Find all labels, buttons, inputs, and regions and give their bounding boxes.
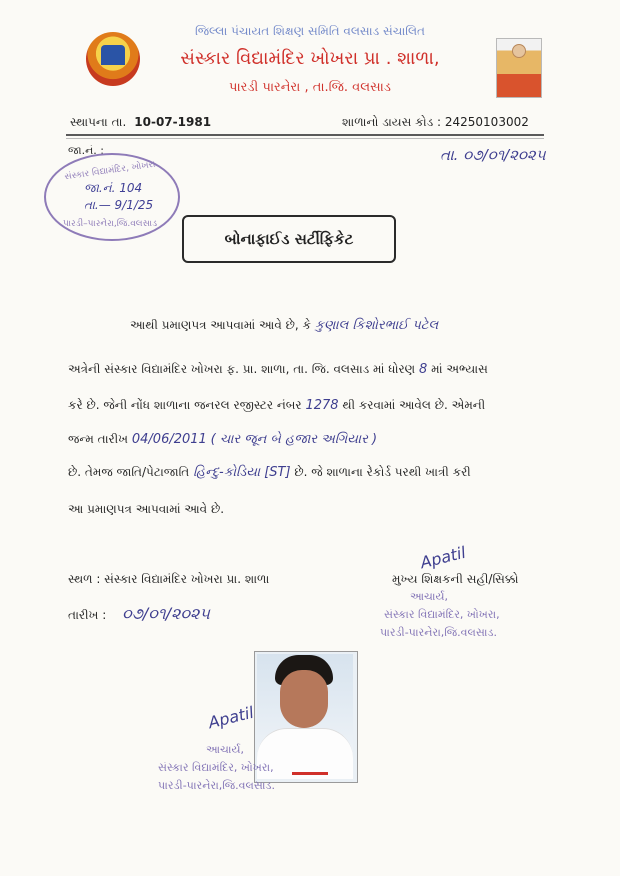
office-stamp-line-2: સંસ્કાર વિદ્યામંદિર, ખોખરા, (384, 608, 500, 621)
p2-prefix: અત્રેની સંસ્કાર વિદ્યામંદિર ખોખરા ફ. પ્રા. શાળા, તા. જિ. વલસાડ માં ધોરણ (68, 362, 416, 376)
paragraph-line-2 (68, 362, 488, 377)
place-line: સ્થળ : સંસ્કાર વિદ્યામંદિર ખોખરા પ્રા. શાળા (68, 572, 270, 586)
standard-value: 8 (418, 362, 428, 377)
office-stamp-line-3: પારડી-પારનેરા,જિ.વલસાડ. (380, 626, 497, 639)
p5-suffix: છે. જે શાળાના રેકોર્ડ પરથી ખાત્રી કરી (294, 465, 471, 479)
paragraph-line-1 (130, 318, 438, 333)
certificate-title: બોનાફાઈડ સર્ટીફિકેટ (182, 215, 396, 263)
header-divider (66, 134, 544, 136)
stamp-bottom-text: પારડી–પારનેરા,જિ.વલસાડ (62, 219, 158, 229)
stamp-top-text: સંસ્કાર વિદ્યામંદિર, ખોખરા (63, 159, 157, 183)
paragraph-line-3 (68, 398, 485, 413)
office-stamp-line-1: આચાર્ય, (410, 590, 448, 603)
saraswati-face-icon (512, 44, 526, 58)
photo-red-mark (292, 772, 328, 775)
paragraph-line-4 (68, 432, 377, 447)
footer-date: ૦૭/૦૧/૨૦૨૫ (122, 604, 210, 623)
birth-date: 04/06/2011 (131, 432, 207, 447)
issue-date: તા. ૦૭/૦૧/૨૦૨૫ (440, 146, 546, 164)
photo-stamp-line-3: પારડી-પારનેરા,જિ.વલસાડ. (158, 779, 275, 792)
established-label: સ્થાપના તા. (70, 115, 127, 129)
header-top-line: જિલ્લા પંચાયત શિક્ષણ સમિતિ વલસાડ સંચાલિત (194, 24, 425, 38)
stamp-date: તા.— 9/1/25 (84, 198, 154, 212)
school-name: સંસ્કાર વિદ્યામંદિર ખોખરા પ્રા . શાળા, (180, 48, 440, 69)
header-divider-thin (66, 138, 544, 139)
date-label: તારીખ : (68, 608, 107, 622)
stamp-number: જા.નં. 104 (84, 181, 143, 195)
photo-signature: Apatil (206, 702, 256, 733)
p2-suffix: માં અભ્યાસ (431, 362, 488, 376)
p4-prefix: જન્મ તારીખ (68, 432, 129, 446)
p1-prefix: આથી પ્રમાણપત્ર આપવામાં આવે છે, કે (130, 318, 311, 332)
dise-code: શાળાનો ડાયસ કોડ : 24250103002 (342, 115, 529, 129)
paragraph-line-6: આ પ્રમાણપત્ર આપવામાં આવે છે. (68, 502, 225, 516)
jn-label: જા.નં. : (68, 144, 104, 157)
paragraph-line-5 (68, 465, 471, 480)
established-date: 10-07-1981 (134, 115, 212, 129)
established-info (70, 115, 211, 130)
caste-value: હિન્દુ-કોડિયા [ST] (193, 465, 291, 480)
p3-suffix: થી કરવામાં આવેલ છે. એમની (342, 398, 486, 412)
p5-prefix: છે. તેમજ જાતિ/પેટાજાતિ (68, 465, 190, 479)
photo-face (280, 670, 328, 728)
photo-stamp-line-2: સંસ્કાર વિદ્યામંદિર, ખોખરા, (158, 761, 274, 774)
student-name: કુણાલ કિશોરભાઈ પટેલ (314, 318, 439, 333)
photo-stamp-line-1: આચાર્ય, (206, 743, 244, 756)
principal-signature: Apatil (418, 542, 468, 573)
school-address: પારડી પારનેરા , તા.જિ. વલસાડ (229, 80, 391, 95)
birth-date-words: ( ચાર જૂન બે હજાર અગિયાર ) (210, 432, 378, 447)
signature-label: મુખ્ય શિક્ષકની સહી/સિક્કો (392, 572, 519, 586)
register-number: 1278 (305, 398, 339, 413)
p3-prefix: કરે છે. જેની નોંધ શાળાના જનરલ રજીસ્ટર નંબર (68, 398, 302, 412)
